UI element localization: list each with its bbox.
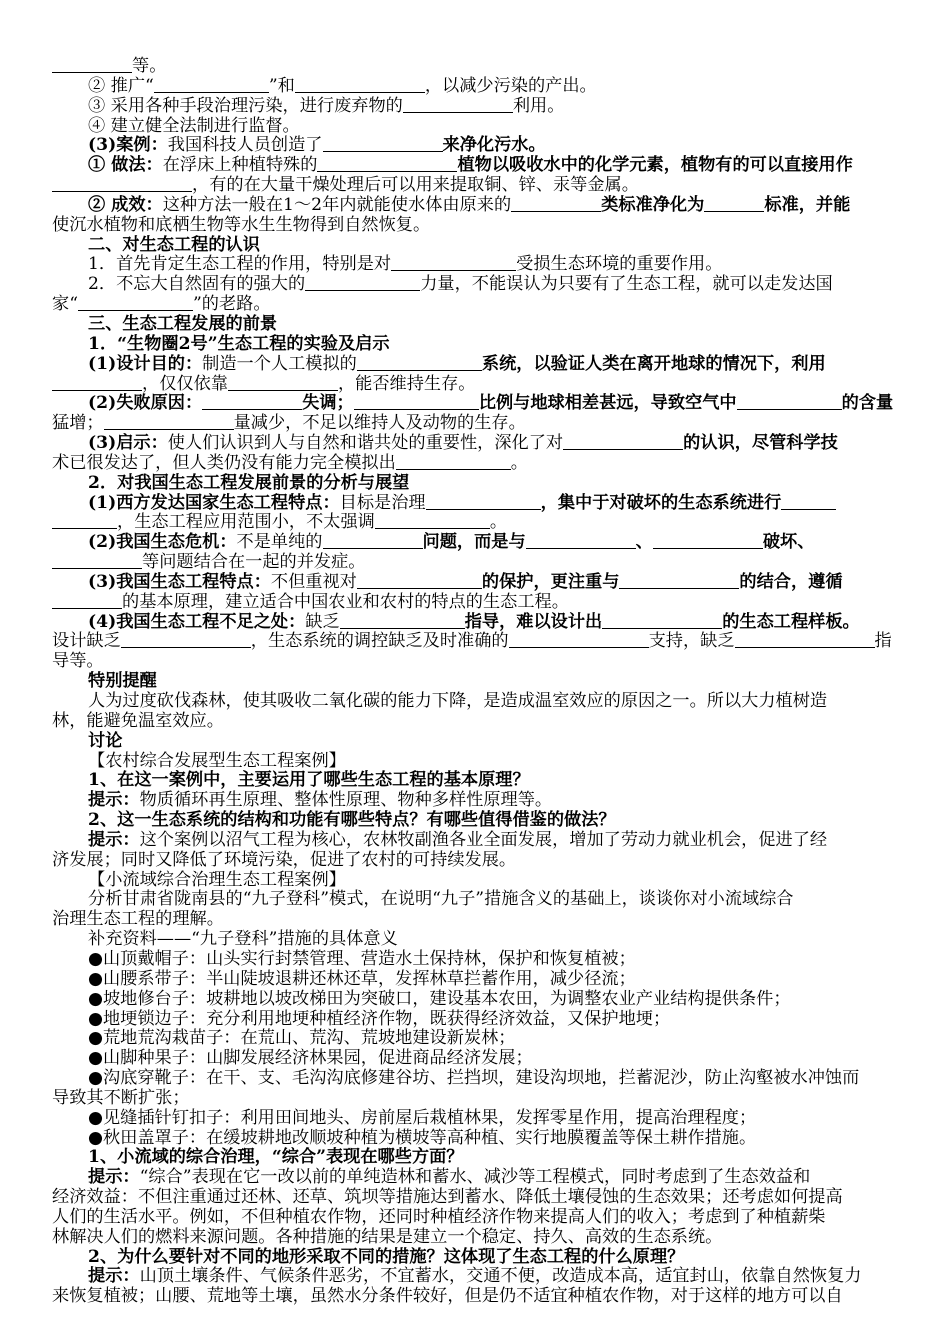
text-run: “综合”表现在它一改以前的单纯造林和蓄水、减沙等工程模式，同时考虑到了生态效益和 (139, 1167, 811, 1188)
text-run: 这种方法一般在1～2年内就能使水体由原来的 (162, 194, 512, 215)
text-run: 林解决人们的燃料来源问题。各种措施的结果是建立一个稳定、持久、高效的生态系统。 (52, 1226, 723, 1247)
document-page (52, 57, 900, 1307)
text-line (52, 156, 900, 176)
text-line (52, 533, 900, 553)
text-line (52, 1049, 900, 1069)
fill-in-blank[interactable] (602, 613, 722, 629)
text-line (52, 1069, 900, 1089)
text-run: (3)我国生态工程特点： (88, 571, 271, 592)
text-run: 提示： (88, 1266, 140, 1287)
text-run: ●坡地修台子：坡耕地以坡改梯田为突破口，建设基本农田，为调整农业产业结构提供条件； (88, 988, 791, 1009)
text-run: ”的老路。 (192, 294, 271, 315)
fill-in-blank[interactable] (121, 632, 251, 648)
text-line (52, 375, 900, 395)
text-line (52, 295, 900, 315)
text-line (52, 1287, 900, 1307)
fill-in-blank[interactable] (340, 613, 465, 629)
text-run: 1．首先肯定生态工程的作用，特别是对 (88, 254, 392, 275)
text-line (52, 632, 900, 652)
text-line (52, 255, 900, 275)
text-run: 的含量 (841, 393, 894, 414)
text-line (52, 990, 900, 1010)
text-line (52, 791, 900, 811)
fill-in-blank[interactable] (403, 97, 513, 113)
fill-in-blank[interactable] (781, 494, 836, 510)
text-line (52, 1267, 900, 1287)
text-run: ●荒地荒沟栽苗子：在荒山、荒沟、荒坡地建设新炭林； (88, 1028, 516, 1049)
text-run: 1、在这一案例中，主要运用了哪些生态工程的基本原理？ (88, 770, 530, 791)
text-run: ② 推广“ (88, 75, 154, 96)
text-run: 量减少，不足以维持人及动物的生存。 (233, 413, 526, 434)
text-run: 三、生态工程发展的前景 (88, 313, 278, 334)
fill-in-blank[interactable] (52, 57, 132, 73)
text-line (52, 454, 900, 474)
text-run: 比例与地球相差甚远，导致空气中 (478, 393, 737, 414)
fill-in-blank[interactable] (52, 176, 192, 192)
text-run: 指导，难以设计出 (464, 611, 603, 632)
text-run: 目标是治理 (339, 492, 426, 513)
text-run: 受损生态环境的重要作用。 (516, 254, 723, 275)
fill-in-blank[interactable] (228, 375, 338, 391)
text-run: 不但重视对 (270, 571, 357, 592)
text-line (52, 236, 900, 256)
text-run: 物质循环再生原理、整体性原理、物种多样性原理等。 (139, 790, 553, 811)
text-run: ，能否维持生存。 (337, 373, 476, 394)
text-run: 我国科技人员创造了 (167, 135, 323, 156)
text-run: 使沉水植物和底栖生物等水生生物得到自然恢复。 (52, 214, 431, 235)
text-run: 家“ (52, 294, 78, 315)
text-run: 标准，并能 (764, 194, 851, 215)
fill-in-blank[interactable] (104, 414, 234, 430)
text-line (52, 494, 900, 514)
text-run: 林，能避免温室效应。 (52, 710, 224, 731)
text-run: 济发展；同时又降低了环境污染，促进了农村的可持续发展。 (52, 849, 517, 870)
text-run: ●见缝插针钉扣子：利用田间地头、房前屋后栽植林果，发挥零星作用，提高治理程度； (88, 1107, 757, 1128)
text-run: 指 (874, 631, 892, 652)
text-run: (1)西方发达国家生态工程特点： (88, 492, 340, 513)
fill-in-blank[interactable] (52, 553, 142, 569)
text-run: 导致其不断扩张； (52, 1087, 190, 1108)
text-run: 。 (489, 512, 508, 533)
text-line (52, 1148, 900, 1168)
text-line (52, 474, 900, 494)
fill-in-blank[interactable] (704, 196, 764, 212)
fill-in-blank[interactable] (357, 355, 482, 371)
text-run: 来净化污水。 (442, 135, 546, 156)
text-run: 类标准净化为 (601, 194, 705, 215)
text-line (52, 1109, 900, 1129)
text-line (52, 1029, 900, 1049)
text-run: ，生态系统的调控缺乏及时准确的 (250, 631, 509, 652)
fill-in-blank[interactable] (323, 533, 423, 549)
text-run: ●地埂锁边子：充分利用地埂种植经济作物，既获得经济效益，又保护地埂； (88, 1008, 671, 1029)
text-line (52, 1208, 900, 1228)
text-line (52, 117, 900, 137)
text-run: ●沟底穿靴子：在干、支、毛沟沟底修建谷坊、拦挡坝，建设沟坝地，拦蓄泥沙，防止沟壑被水冲蚀而 (88, 1068, 860, 1089)
text-line (52, 1010, 900, 1030)
text-run: 系统，以验证人类在离开地球的情况下，利用 (481, 353, 826, 374)
text-run: (1)设计目的： (88, 353, 203, 374)
text-run: 2．对我国生态工程发展前景的分析与展望 (88, 472, 410, 493)
text-run: 等。 (132, 56, 167, 76)
text-run: 这个案例以沼气工程为核心，农林牧副渔各业全面发展，增加了劳动力就业机会，促进了经 (139, 829, 828, 850)
text-run: ●山脚种果子：山脚发展经济林果园，促进商品经济发展； (88, 1048, 533, 1069)
text-line (52, 613, 900, 633)
text-run: 【农村综合发展型生态工程案例】 (88, 750, 346, 771)
fill-in-blank[interactable] (526, 533, 636, 549)
fill-in-blank[interactable] (154, 77, 269, 93)
text-line (52, 851, 900, 871)
text-run: 提示： (88, 790, 140, 811)
text-line (52, 930, 900, 950)
text-run: 、 (635, 532, 653, 553)
text-run: (3)案例： (88, 135, 168, 156)
text-line (52, 910, 900, 930)
fill-in-blank[interactable] (295, 77, 425, 93)
text-run: 讨论 (88, 730, 123, 751)
text-run: 提示： (88, 1167, 140, 1188)
text-run: (3)启示： (88, 433, 168, 454)
text-run: 2．不忘大自然固有的强大的 (88, 274, 306, 295)
fill-in-blank[interactable] (323, 136, 443, 152)
text-run: 制造一个人工模拟的 (202, 353, 357, 374)
text-run: 人为过度砍伐森林，使其吸收二氧化碳的能力下降，是造成温室效应的原因之一。所以大力植树造 (88, 691, 828, 711)
text-run: 2、为什么要针对不同的地形采取不同的措施？这体现了生态工程的什么原理？ (88, 1246, 685, 1267)
fill-in-blank[interactable] (653, 533, 763, 549)
fill-in-blank[interactable] (375, 513, 490, 529)
text-line (52, 771, 900, 791)
text-run: 【小流域综合治理生态工程案例】 (88, 869, 346, 890)
text-run: ”和 (268, 75, 295, 96)
text-run: 特别提醒 (88, 671, 157, 692)
text-run: ●山腰系带子：半山陡坡退耕还林还草，发挥林草拦蓄作用，减少径流； (88, 968, 636, 989)
text-run: 不是单纯的 (236, 532, 323, 553)
text-run: 山顶土壤条件、气候条件恶劣，不宜蓄水，交通不便，改造成本高，适宜封山，依靠自然恢复力 (139, 1266, 862, 1287)
text-run: ●秋田盖罩子：在缓坡耕地改顺坡种植为横坡等高种植、实行地膜覆盖等保土耕作措施。 (88, 1127, 757, 1148)
text-line (52, 692, 900, 712)
text-run: ③ 采用各种手段治理污染，进行废弃物的 (88, 95, 403, 116)
text-line (52, 672, 900, 692)
text-run: ④ 建立健全法制进行监督。 (88, 115, 300, 136)
fill-in-blank[interactable] (354, 394, 479, 410)
fill-in-blank[interactable] (509, 632, 649, 648)
fill-in-blank[interactable] (52, 593, 122, 609)
text-line (52, 196, 900, 216)
text-line (52, 414, 900, 434)
text-run: 植物以吸收水中的化学元素，植物有的可以直接用作 (457, 155, 853, 176)
text-line (52, 1248, 900, 1268)
text-line (52, 553, 900, 573)
text-run: 2、这一生态系统的结构和功能有哪些特点？有哪些值得借鉴的做法？ (88, 810, 616, 831)
text-line (52, 890, 900, 910)
fill-in-blank[interactable] (78, 295, 193, 311)
fill-in-blank[interactable] (737, 394, 842, 410)
text-run: ，以减少污染的产出。 (424, 75, 597, 96)
text-line (52, 831, 900, 851)
fill-in-blank[interactable] (52, 375, 142, 391)
fill-in-blank[interactable] (202, 394, 302, 410)
text-run: 支持，缺乏 (648, 631, 735, 652)
text-run: 补充资料——“九子登科”措施的具体意义 (88, 929, 398, 950)
text-run: ，生态工程应用范围小，不太强调 (117, 512, 375, 533)
text-run: 的结合，遵循 (739, 571, 843, 592)
text-run: ，仅仅依靠 (142, 373, 228, 394)
fill-in-blank[interactable] (511, 196, 601, 212)
text-line (52, 1168, 900, 1188)
text-run: 问题，而是与 (422, 532, 526, 553)
text-line (52, 216, 900, 236)
text-run: 的基本原理，建立适合中国农业和农村的特点的生态工程。 (122, 591, 569, 612)
text-line (52, 315, 900, 335)
text-run: 的保护，更注重与 (481, 571, 620, 592)
text-run: 人们的生活水平。例如，不但种植农作物，还同时种植经济作物来提高人们的收入；考虑到了种植薪柴 (52, 1206, 826, 1227)
text-line (52, 275, 900, 295)
text-line (52, 950, 900, 970)
text-run: 治理生态工程的理解。 (52, 909, 224, 930)
text-line (52, 176, 900, 196)
text-line (52, 77, 900, 97)
fill-in-blank[interactable] (735, 632, 875, 648)
text-run: 缺乏 (305, 611, 340, 632)
text-run: 破坏、 (762, 532, 815, 553)
text-run: 力量，不能误认为只要有了生态工程，就可以走发达国 (420, 274, 833, 295)
text-line (52, 1129, 900, 1149)
text-line (52, 712, 900, 732)
text-run: (2)失败原因： (88, 393, 203, 414)
text-line (52, 97, 900, 117)
text-line (52, 652, 900, 672)
text-run: 在浮床上种植特殊的 (162, 155, 318, 176)
fill-in-blank[interactable] (563, 434, 683, 450)
text-run: ●山顶戴帽子：山头实行封禁管理、营造水土保持林，保护和恢复植被； (88, 948, 636, 969)
text-run: ，集中于对破坏的生态系统进行 (540, 492, 782, 513)
text-run: 设计缺乏 (52, 631, 121, 652)
fill-in-blank[interactable] (305, 275, 420, 291)
text-run: 来恢复植被；山腰、荒地等土壤，虽然水分条件较好，但是仍不适宜种植农作物，对于这样的地方可以自 (52, 1286, 843, 1307)
text-run: 猛增； (52, 413, 104, 434)
text-run: 使人们认识到人与自然和谐共处的重要性，深化了对 (167, 433, 564, 454)
text-line (52, 355, 900, 375)
text-run: ① 做法： (88, 155, 163, 176)
text-line (52, 593, 900, 613)
text-line (52, 1089, 900, 1109)
text-line (52, 573, 900, 593)
text-run: 术已很发达了，但人类仍没有能力完全模拟出 (52, 452, 396, 473)
text-run: 经济效益：不但注重通过还林、还草、筑坝等措施达到蓄水、降低土壤侵蚀的生态效果；还考虑如何提高 (52, 1187, 843, 1208)
text-run: (4)我国生态工程不足之处： (88, 611, 306, 632)
fill-in-blank[interactable] (426, 494, 541, 510)
text-line (52, 871, 900, 891)
text-line (52, 732, 900, 752)
fill-in-blank[interactable] (357, 573, 482, 589)
text-run: ② 成效： (88, 194, 163, 215)
text-run: ，有的在大量干燥处理后可以用来提取铜、锌、汞等金属。 (192, 175, 639, 196)
text-line (52, 136, 900, 156)
text-line (52, 394, 900, 414)
text-line (52, 970, 900, 990)
text-run: 1．“生物圈2号”生态工程的实验及启示 (88, 333, 390, 354)
text-line (52, 434, 900, 454)
fill-in-blank[interactable] (396, 454, 511, 470)
text-line (52, 811, 900, 831)
text-run: (2)我国生态危机： (88, 532, 237, 553)
text-run: 的生态工程样板。 (722, 611, 860, 632)
text-run: 的认识，尽管科学技 (683, 433, 838, 454)
text-run: 导等。 (52, 651, 104, 672)
text-run: 提示： (88, 829, 140, 850)
text-line (52, 335, 900, 355)
text-run: 失调； (302, 393, 354, 414)
fill-in-blank[interactable] (619, 573, 739, 589)
text-line (52, 752, 900, 772)
fill-in-blank[interactable] (52, 513, 117, 529)
text-line (52, 513, 900, 533)
text-run: 二、对生态工程的认识 (88, 234, 260, 255)
fill-in-blank[interactable] (317, 156, 457, 172)
text-run: 。 (510, 452, 528, 473)
text-line (52, 57, 900, 77)
text-run: 等问题结合在一起的并发症。 (142, 552, 366, 573)
text-run: 分析甘肃省陇南县的“九子登科”模式，在说明“九子”措施含义的基础上，谈谈你对小流域综合 (88, 889, 794, 910)
fill-in-blank[interactable] (391, 255, 516, 271)
text-line (52, 1228, 900, 1248)
text-line (52, 1188, 900, 1208)
text-run: 利用。 (512, 95, 565, 116)
text-run: 1、小流域的综合治理，“综合”表现在哪些方面？ (88, 1147, 464, 1168)
